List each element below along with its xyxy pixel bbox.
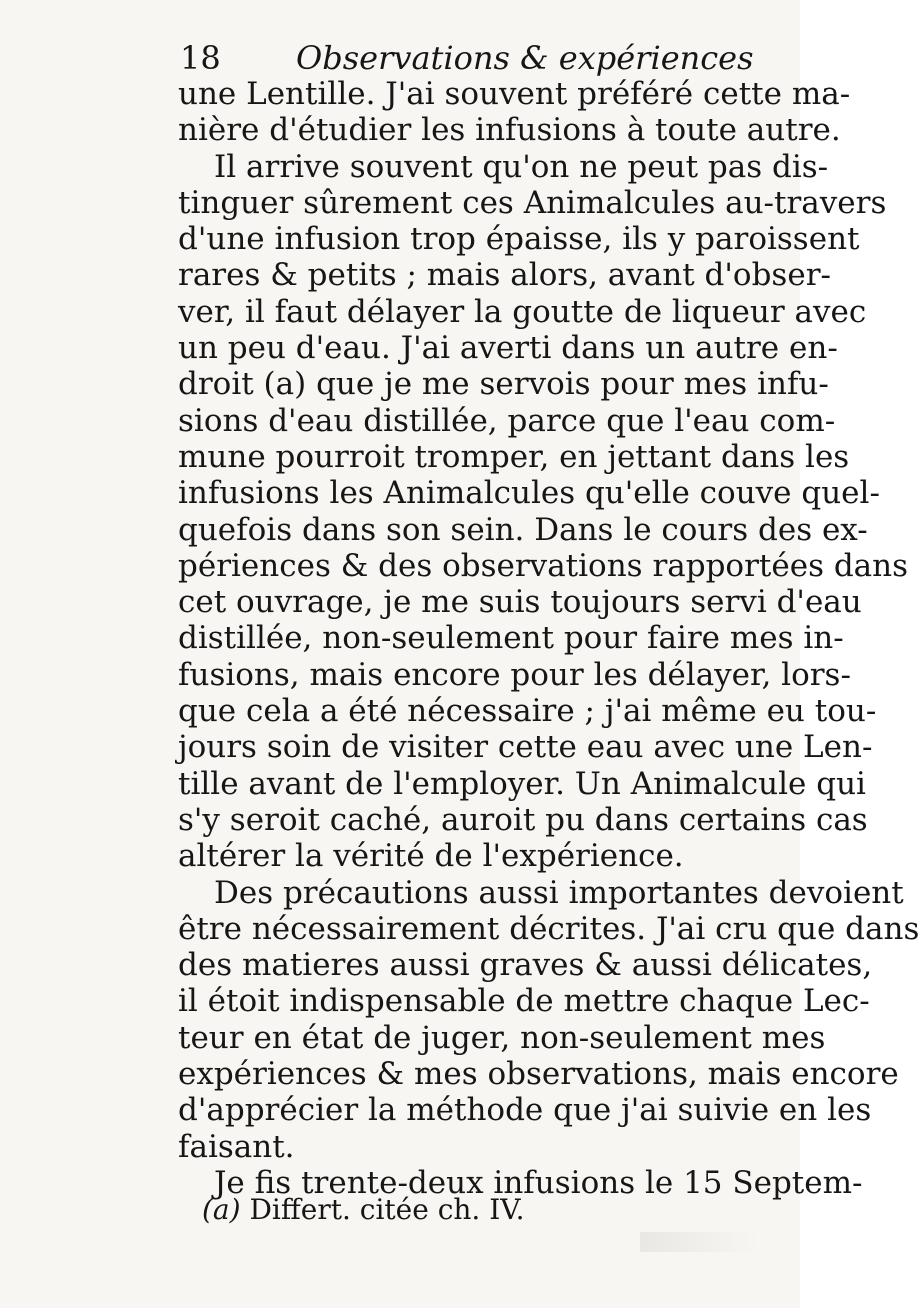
text-line: des matieres aussi graves & aussi délicates, (178, 947, 873, 984)
text-line: d'apprécier la méthode que j'ai suivie en les (178, 1092, 872, 1129)
text-line: Je fis trente-deux infusions le 15 Septem- (214, 1164, 863, 1201)
running-title: Observations & expériences (296, 39, 754, 77)
text-line: faisant. (178, 1128, 295, 1165)
text-line: s'y seroit caché, auroit pu dans certains cas (178, 801, 868, 838)
text-line: ver, il faut délayer la goutte de liqueur avec (178, 293, 867, 330)
text-line: fusions, mais encore pour les délayer, lors- (178, 656, 851, 693)
text-line: d'une infusion trop épaisse, ils y paroissent (178, 221, 860, 258)
text-line: rares & petits ; mais alors, avant d'obser- (178, 257, 831, 294)
text-line: quefois dans son sein. Dans le cours des ex- (178, 511, 868, 548)
text-line: Des précautions aussi importantes devoient (214, 874, 904, 911)
text-line: une Lentille. J'ai souvent préféré cette ma- (178, 76, 851, 112)
text-line: un peu d'eau. J'ai averti dans un autre en- (178, 330, 838, 367)
footnote-text: Differt. citée ch. IV. (249, 1193, 525, 1226)
body-text (178, 76, 919, 1201)
text-line: il étoit indispensable de mettre chaque Lec- (178, 983, 870, 1020)
text-line: droit (a) que je me servois pour mes infu- (178, 366, 829, 403)
footnote (202, 1192, 525, 1228)
text-line: que cela a été nécessaire ; j'ai même eu tou- (178, 693, 877, 730)
text-line: jours soin de visiter cette eau avec une Len- (178, 729, 873, 766)
footnote-marker: (a) (202, 1193, 241, 1226)
text-line: cet ouvrage, je me suis toujours servi d'eau (178, 584, 862, 621)
text-line: tille avant de l'employer. Un Animalcule qui (178, 765, 866, 802)
text-line: distillée, non-seulement pour faire mes in- (178, 620, 844, 657)
text-line: être nécessairement décrites. J'ai cru que dans (178, 910, 919, 947)
text-line: infusions les Animalcules qu'elle couve quel- (178, 475, 880, 512)
text-line: nière d'étudier les infusions à toute autre. (178, 112, 841, 149)
text-line: Il arrive souvent qu'on ne peut pas dis- (214, 148, 829, 185)
text-line: sions d'eau distillée, parce que l'eau com- (178, 402, 836, 439)
show-through-mark (640, 1232, 760, 1252)
text-line: périences & des observations rapportées dans (178, 547, 909, 584)
text-line: expériences & mes observations, mais encore (178, 1056, 899, 1093)
text-line: altérer la vérité de l'expérience. (178, 838, 684, 875)
page-header (170, 30, 754, 80)
page-number: 18 (180, 39, 221, 77)
text-line: teur en état de juger, non-seulement mes (178, 1019, 826, 1056)
text-line: tinguer sûrement ces Animalcules au-travers (178, 184, 887, 221)
text-line: mune pourroit tromper, en jettant dans les (178, 438, 850, 475)
